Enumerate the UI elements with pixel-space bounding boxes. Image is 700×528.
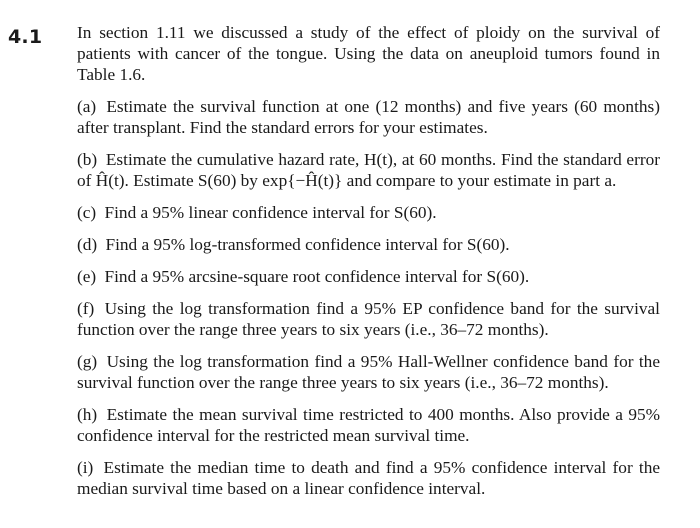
part-text: Find a 95% linear confidence interval for S(60). [104,203,437,222]
part-b [77,149,660,191]
part-text: Estimate the cumulative hazard rate, H(t), at 60 months. Find the standard error of Ĥ(t). Estimate S(60) by exp{−Ĥ(t)} and compare to your estimate in part a. [77,150,660,190]
exercise-intro: In section 1.11 we discussed a study of the effect of ploidy on the survival of patients with cancer of the tongue. Using the data on aneuploid tumors found in Table 1.6. [77,23,660,84]
part-label: (c) [77,203,97,222]
part-label: (d) [77,235,98,254]
part-label: (a) [77,97,97,116]
part-label: (h) [77,405,98,424]
part-i [77,457,660,499]
part-c [77,202,660,223]
part-g [77,351,660,393]
part-text: Estimate the survival function at one (12 months) and five years (60 months) after transplant. Find the standard errors for your estimates. [77,97,660,137]
part-label: (b) [77,150,98,169]
part-text: Using the log transformation find a 95% EP confidence band for the survival function over the range three years to six years (i.e., 36–72 months). [77,299,660,339]
part-e [77,266,660,287]
part-text: Estimate the mean survival time restricted to 400 months. Also provide a 95% confidence interval for the restricted mean survival time. [77,405,660,445]
part-label: (g) [77,352,98,371]
part-text: Using the log transformation find a 95% Hall-Wellner confidence band for the survival function over the range three years to six years (i.e., 36–72 months). [77,352,660,392]
part-d [77,234,660,255]
part-text: Find a 95% log-transformed confidence interval for S(60). [105,235,510,254]
part-label: (e) [77,267,97,286]
part-text: Find a 95% arcsine-square root confidence interval for S(60). [104,267,530,286]
exercise-number: 4.1 [8,26,43,48]
part-label: (f) [77,299,95,318]
part-label: (i) [77,458,94,477]
exercise-content [77,22,660,510]
part-text: Estimate the median time to death and find a 95% confidence interval for the median survival time based on a linear confidence interval. [77,458,660,498]
part-a [77,96,660,138]
part-h [77,404,660,446]
part-f [77,298,660,340]
